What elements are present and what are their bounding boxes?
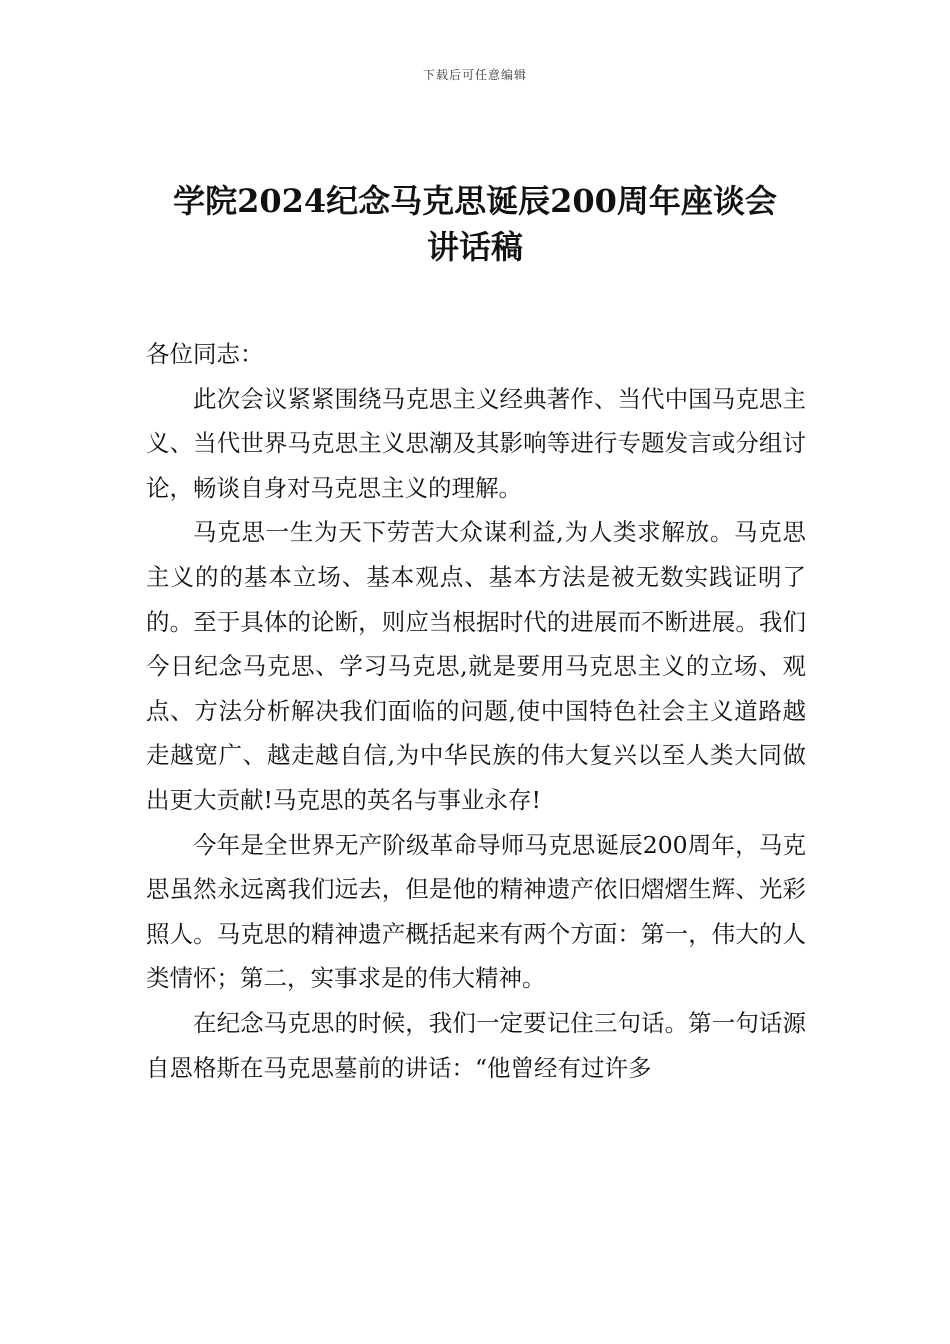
- paragraph-4: 在纪念马克思的时候，我们一定要记住三句话。第一句话源自恩格斯在马克思墓前的讲话：“他曾经有过许多: [146, 1008, 806, 1082]
- document-title: [120, 178, 830, 270]
- paragraph-3: 今年是全世界无产阶级革命导师马克思诞辰200周年，马克思虽然永远离我们远去，但是他的精神遗产依旧熠熠生辉、光彩照人。马克思的精神遗产概括起来有两个方面：第一，伟大的人类情怀；第二，实事求是的伟大精神。: [146, 830, 806, 993]
- header-note: 下载后可任意编辑: [422, 68, 527, 82]
- document-body: [146, 332, 806, 1090]
- title-line-1: 学院2024纪念马克思诞辰200周年座谈会: [173, 182, 777, 220]
- paragraph-2: 马克思一生为天下劳苦大众谋利益,为人类求解放。马克思主义的的基本立场、基本观点、基本方法是被无数实践证明了的。至于具体的论断，则应当根据时代的进展而不断进展。我们今日纪念马克思、学习马克思,就是要用马克思主义的立场、观点、方法分析解决我们面临的问题,使中国特色社会主义道路越走越宽广、越走越自信,为中华民族的伟大复兴以至人类大同做出更大贡献!马克思的英名与事业永存!: [146, 518, 806, 814]
- salutation: 各位同志：: [146, 340, 264, 368]
- paragraph-1: 此次会议紧紧围绕马克思主义经典著作、当代中国马克思主义、当代世界马克思主义思潮及其影响等进行专题发言或分组讨论，畅谈自身对马克思主义的理解。: [146, 384, 806, 502]
- title-line-2: 讲话稿: [426, 228, 523, 266]
